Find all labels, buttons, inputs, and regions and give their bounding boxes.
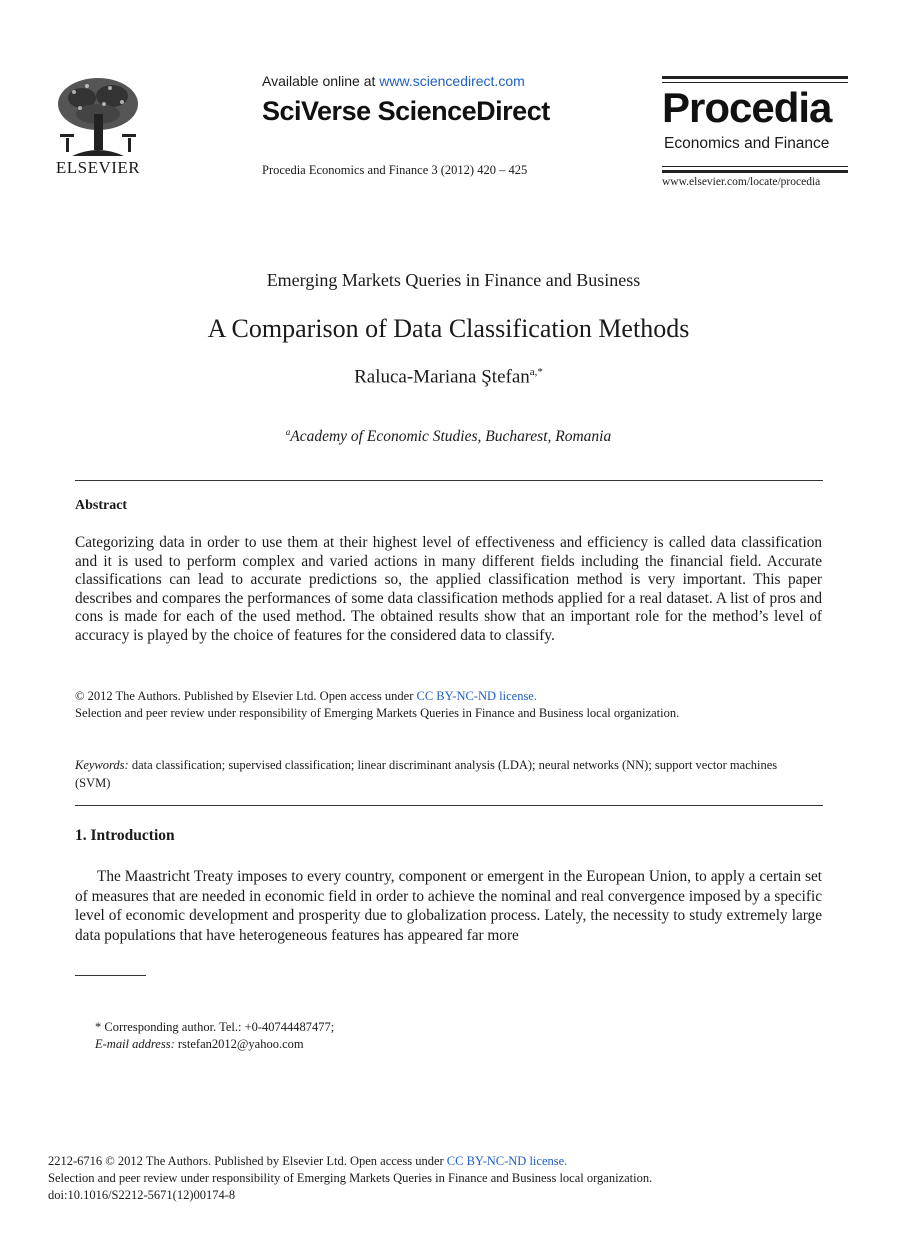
- copyright-block: [75, 688, 835, 722]
- procedia-subtitle: Economics and Finance: [664, 135, 830, 152]
- author-marks: a,*: [529, 366, 543, 378]
- paper-title: A Comparison of Data Classification Methods: [207, 314, 690, 343]
- procedia-url[interactable]: www.elsevier.com/locate/procedia: [662, 176, 821, 188]
- conference-name: Emerging Markets Queries in Finance and Business: [266, 270, 641, 290]
- abstract-heading: Abstract: [75, 498, 128, 513]
- affiliation-text: Academy of Economic Studies, Bucharest, Romania: [290, 428, 612, 446]
- email-label: E-mail address:: [95, 1037, 175, 1051]
- available-prefix: Available online at: [262, 73, 380, 89]
- elsevier-wordmark: ELSEVIER: [55, 158, 141, 177]
- affiliation-line: [0, 427, 897, 446]
- procedia-rule: [662, 76, 848, 79]
- abstract-body: Categorizing data in order to use them at their highest level of effectiveness and efficiency is called data classification and it is used to perform complex and varied actions in many different fields including the financial field. Accurate classifications can lead to accurate predictions so, the applied classification method is very important. This paper describes and compares the performances of some data classification methods applied for a real dataset. A list of pros and cons is made for each of the used method. The obtained results show that an important role for the method’s level of accuracy is played by the choice of features for the considered data to classify.: [75, 534, 822, 644]
- affiliation-mark: a: [285, 427, 291, 437]
- corresponding-author: * Corresponding author. Tel.: +0-40744487477;: [95, 1020, 335, 1034]
- available-online-line: [262, 73, 525, 89]
- license-link[interactable]: CC BY-NC-ND license.: [416, 689, 537, 703]
- section-divider: [75, 805, 823, 806]
- bottom-peer-review-note: Selection and peer review under responsibility of Emerging Markets Queries in Finance and Business local organization.: [48, 1171, 653, 1185]
- issn-copyright: 2212-6716 © 2012 The Authors. Published by Elsevier Ltd. Open access under: [48, 1154, 447, 1168]
- author-name: Raluca-Mariana Ştefan: [354, 366, 530, 388]
- copyright-text: © 2012 The Authors. Published by Elsevier Ltd. Open access under: [75, 689, 417, 703]
- keywords-label: Keywords:: [75, 758, 129, 772]
- sciencedirect-link[interactable]: www.sciencedirect.com: [379, 73, 525, 89]
- bottom-license-link[interactable]: CC BY-NC-ND license.: [446, 1154, 568, 1168]
- elsevier-tree-logo-icon: [52, 74, 144, 160]
- keywords-block: [75, 756, 795, 792]
- sciverse-sciencedirect-logo: SciVerse ScienceDirect: [262, 96, 550, 126]
- procedia-rule: [662, 166, 848, 167]
- footnote-divider: [75, 975, 146, 976]
- procedia-rule: [662, 82, 848, 83]
- introduction-heading: 1. Introduction: [75, 827, 175, 844]
- keywords-text: data classification; supervised classification; linear discriminant analysis (LDA); neural networks (NN); support vector machines (SVM): [75, 758, 778, 790]
- procedia-rule: [662, 170, 848, 173]
- journal-reference: Procedia Economics and Finance 3 (2012) 420 – 425: [262, 163, 528, 177]
- peer-review-note: Selection and peer review under responsibility of Emerging Markets Queries in Finance and Business local organization.: [75, 706, 680, 720]
- section-divider: [75, 480, 823, 481]
- author-line: [0, 366, 897, 388]
- procedia-logo: Procedia: [662, 84, 832, 131]
- bottom-publication-info: [48, 1153, 868, 1204]
- introduction-body: The Maastricht Treaty imposes to every country, component or emergent in the European Union, to apply a certain set of measures that are needed in economic field in order to achieve the nominal and real convergence imposed by a specific level of economic development and prosperity due to globalization process. Lately, the necessity to study extremely large data populations that have heterogeneous features has appeared far more: [75, 868, 822, 944]
- email-address[interactable]: rstefan2012@yahoo.com: [174, 1037, 304, 1051]
- footnote-block: [95, 1019, 334, 1053]
- doi: doi:10.1016/S2212-5671(12)00174-8: [48, 1188, 236, 1202]
